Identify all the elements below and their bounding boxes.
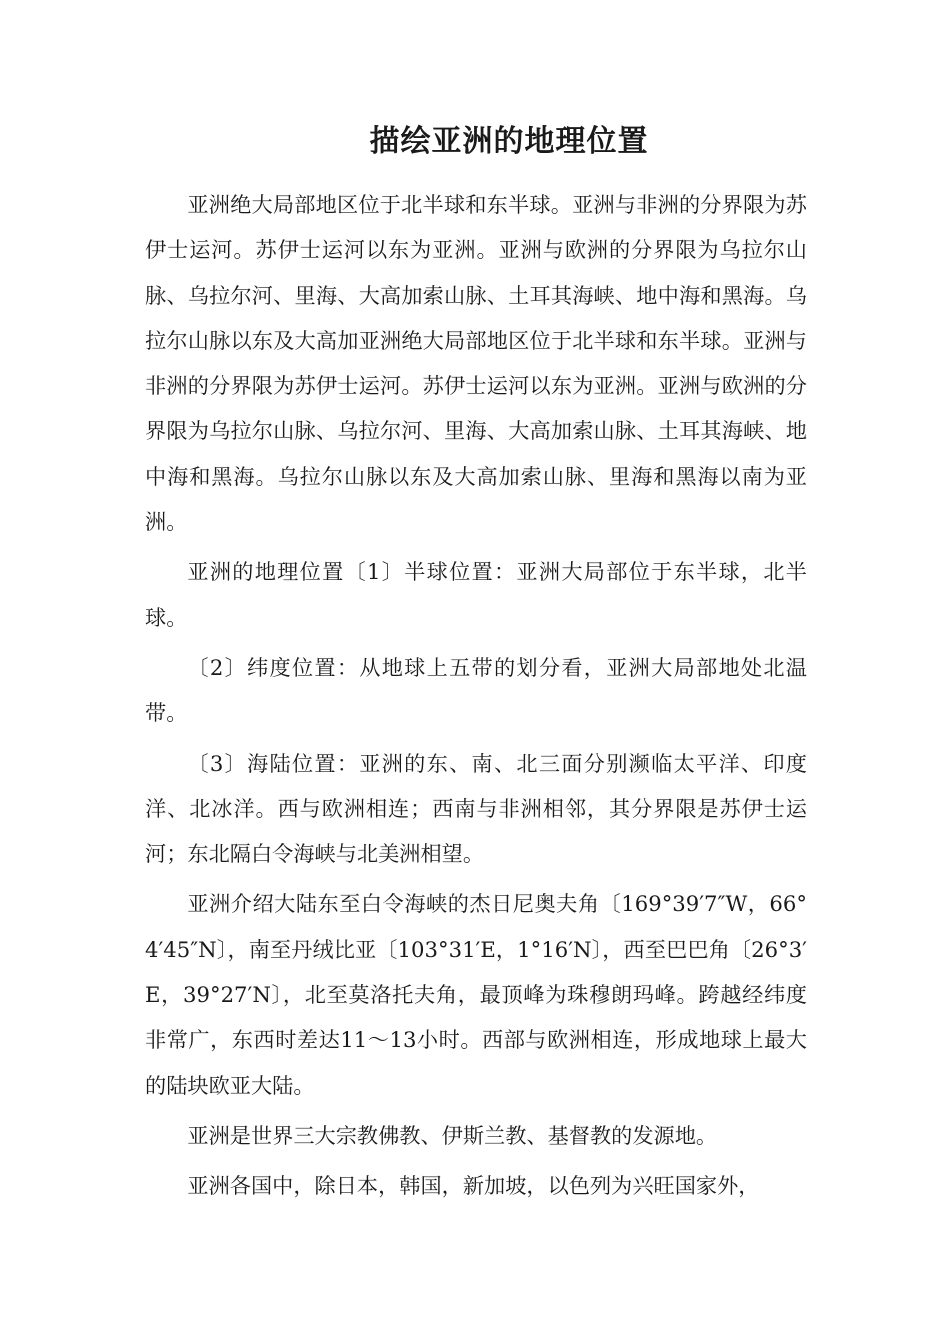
paragraph-latitude-position: 〔2〕纬度位置：从地球上五带的划分看，亚洲大局部地处北温带。: [145, 654, 807, 726]
document-body: [145, 182, 807, 1209]
paragraph-boundaries: 亚洲绝大局部地区位于北半球和东半球。亚洲与非洲的分界限为苏伊士运河。苏伊士运河以东为亚洲。亚洲与欧洲的分界限为乌拉尔山脉、乌拉尔河、里海、大高加索山脉、土耳其海峡、地中海和黑海。乌拉尔山脉以东及大高加亚洲绝大局部地区位于北半球和东半球。亚洲与非洲的分界限为苏伊士运河。苏伊士运河以东为亚洲。亚洲与欧洲的分界限为乌拉尔山脉、乌拉尔河、里海、大高加索山脉、土耳其海峡、地中海和黑海。乌拉尔山脉以东及大高加索山脉、里海和黑海以南为亚洲。: [145, 192, 807, 535]
document-title: 描绘亚洲的地理位置: [369, 124, 649, 159]
paragraph-countries: 亚洲各国中，除日本，韩国，新加坡，以色列为兴旺国家外，: [187, 1173, 760, 1199]
paragraph-continent-extremes: 亚洲介绍大陆东至白令海峡的杰日尼奥夫角〔169°39′7″W，66°4′45″N〕，南至丹绒比亚〔103°31′E，1°16′N〕，西至巴巴角〔26°3′E，39°27′N〕，北至莫洛托夫角，最顶峰为珠穆朗玛峰。跨越经纬度非常广，东西时差达11～13小时。西部与欧洲相连，形成地球上最大的陆块欧亚大陆。: [145, 891, 807, 1098]
paragraph-hemisphere-position: 亚洲的地理位置〔1〕半球位置：亚洲大局部位于东半球，北半球。: [145, 559, 807, 630]
paragraph-sea-land-position: 〔3〕海陆位置：亚洲的东、南、北三面分别濒临太平洋、印度洋、北冰洋。西与欧洲相连；西南与非洲相邻，其分界限是苏伊士运河；东北隔白令海峡与北美洲相望。: [145, 750, 807, 867]
paragraph-religions: 亚洲是世界三大宗教佛教、伊斯兰教、基督教的发源地。: [187, 1122, 718, 1148]
